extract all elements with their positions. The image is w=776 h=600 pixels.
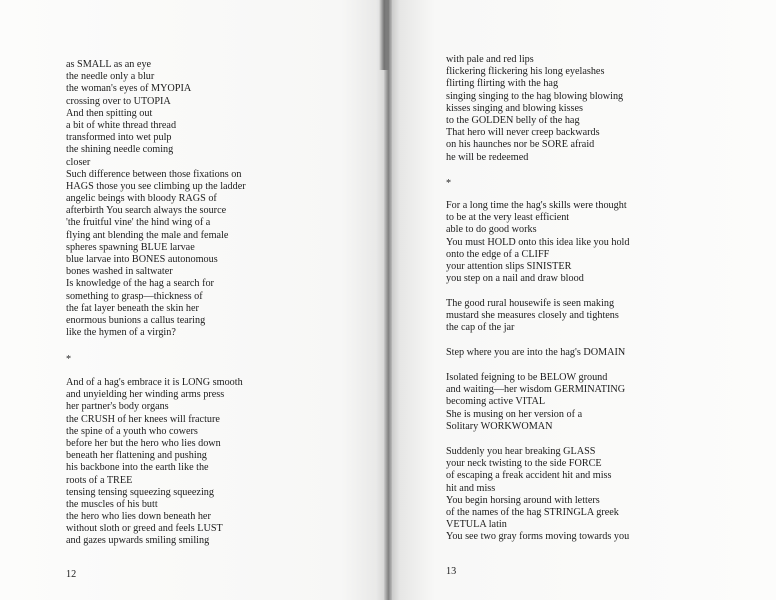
poem-line: the woman's eyes of MYOPIA [66, 83, 192, 95]
poem-line: the cap of the jar [446, 322, 515, 334]
poem-line: beneath her flattening and pushing [66, 450, 207, 462]
poem-line: the spine of a youth who cowers [66, 425, 198, 437]
poem-line: her partner's body organs [66, 401, 169, 413]
book-gutter [384, 0, 392, 600]
right-page-number: 13 [446, 566, 457, 577]
poem-line: For a long time the hag's skills were thought [446, 200, 627, 211]
poem-line: And then spitting out [66, 107, 153, 119]
poem-line: Solitary WORKWOMAN [446, 420, 553, 432]
poem-line: and gazes upwards smiling smiling [66, 535, 210, 547]
poem-line: the needle only a blur [66, 71, 155, 83]
poem-line: Isolated feigning to be BELOW ground [446, 372, 608, 383]
poem-line: Such difference between those fixations on [66, 168, 242, 180]
poem-line: the shining needle coming [66, 144, 174, 156]
poem-line: roots of a TREE [66, 474, 133, 486]
poem-line: tensing tensing squeezing squeezing [66, 486, 214, 498]
left-stanza-2 [66, 377, 243, 548]
poem-line: hit and miss [446, 482, 496, 494]
right-stanza-4 [446, 347, 625, 359]
right-stanza-5 [446, 372, 625, 433]
poem-line: spheres spawning BLUE larvae [66, 241, 195, 253]
poem-line: the muscles of his butt [66, 498, 158, 510]
left-page-number: 12 [66, 569, 77, 580]
poem-line: flickering flickering his long eyelashes [446, 66, 605, 78]
poem-line: his backbone into the earth like the [66, 462, 209, 474]
poem-line: as SMALL as an eye [66, 59, 152, 70]
poem-line: closer [66, 156, 91, 168]
poem-line: That hero will never creep backwards [446, 127, 600, 139]
poem-line: like the hymen of a virgin? [66, 327, 176, 339]
poem-line: transformed into wet pulp [66, 132, 172, 144]
poem-line: Is knowledge of the hag a search for [66, 278, 214, 290]
right-stanza-6 [446, 446, 629, 544]
poem-line: blue larvae into BONES autonomous [66, 254, 218, 265]
poem-line: able to do good works [446, 224, 537, 236]
right-stanza-1 [446, 54, 623, 164]
poem-line: kisses singing and blowing kisses [446, 102, 583, 114]
poem-line: to the GOLDEN belly of the hag [446, 114, 580, 126]
left-stanza-1 [66, 59, 246, 339]
poem-line: and waiting—her wisdom GERMINATING [446, 384, 626, 396]
poem-line: And of a hag's embrace it is LONG smooth [66, 377, 243, 388]
poem-line: to be at the very least efficient [446, 212, 570, 224]
poem-line: flying ant blending the male and female [66, 229, 229, 241]
poem-line: crossing over to UTOPIA [66, 95, 171, 107]
poem-line: mustard she measures closely and tightens [446, 310, 619, 322]
poem-line: the CRUSH of her knees will fracture [66, 413, 220, 425]
poem-line: without sloth or greed and feels LUST [66, 523, 223, 535]
right-page [388, 0, 776, 600]
gutter-shadow [379, 0, 389, 70]
poem-line: with pale and red lips [446, 54, 534, 65]
poem-line: You begin horsing around with letters [446, 494, 600, 506]
poem-line: The good rural housewife is seen making [446, 298, 615, 309]
poem-line: angelic beings with bloody RAGS of [66, 193, 217, 205]
poem-line: flirting flirting with the hag [446, 78, 559, 90]
poem-line: onto the edge of a CLIFF [446, 248, 550, 260]
right-separator: * [446, 178, 452, 189]
poem-line: you step on a nail and draw blood [446, 273, 584, 285]
poem-line: Step where you are into the hag's DOMAIN [446, 347, 626, 358]
poem-line: the hero who lies down beneath her [66, 511, 211, 523]
poem-line: singing singing to the hag blowing blowing [446, 90, 624, 102]
poem-line: your neck twisting to the side FORCE [446, 458, 602, 470]
poem-line: enormous bunions a callus tearing [66, 314, 206, 326]
poem-line: he will be redeemed [446, 151, 529, 163]
poem-line: You must HOLD onto this idea like you hold [446, 236, 630, 248]
right-stanza-3 [446, 298, 619, 335]
right-stanza-2 [446, 200, 629, 285]
poem-line: before her but the hero who lies down [66, 437, 221, 449]
poem-line: and unyielding her winding arms press [66, 389, 225, 401]
poem-line: bones washed in saltwater [66, 266, 173, 278]
poem-line: of the names of the hag STRINGLA greek [446, 506, 619, 518]
poem-line: 'the fruitful vine' the hind wing of a [66, 217, 211, 229]
poem-line: on his haunches nor be SORE afraid [446, 139, 595, 151]
poem-line: afterbirth You search always the source [66, 205, 227, 217]
poem-line: VETULA latin [446, 519, 507, 531]
poem-line: the fat layer beneath the skin her [66, 302, 199, 314]
left-separator: * [66, 354, 72, 365]
poem-line: becoming active VITAL [446, 396, 546, 408]
poem-line: You see two gray forms moving towards you [446, 531, 630, 543]
poem-line: HAGS those you see climbing up the ladder [66, 180, 246, 192]
poem-line: your attention slips SINISTER [446, 260, 572, 272]
poem-line: a bit of white thread thread [66, 119, 177, 131]
poem-line: of escaping a freak accident hit and miss [446, 470, 612, 482]
poem-line: Suddenly you hear breaking GLASS [446, 446, 596, 457]
poem-line: something to grasp—thickness of [66, 290, 203, 302]
poem-line: She is musing on her version of a [446, 408, 583, 420]
